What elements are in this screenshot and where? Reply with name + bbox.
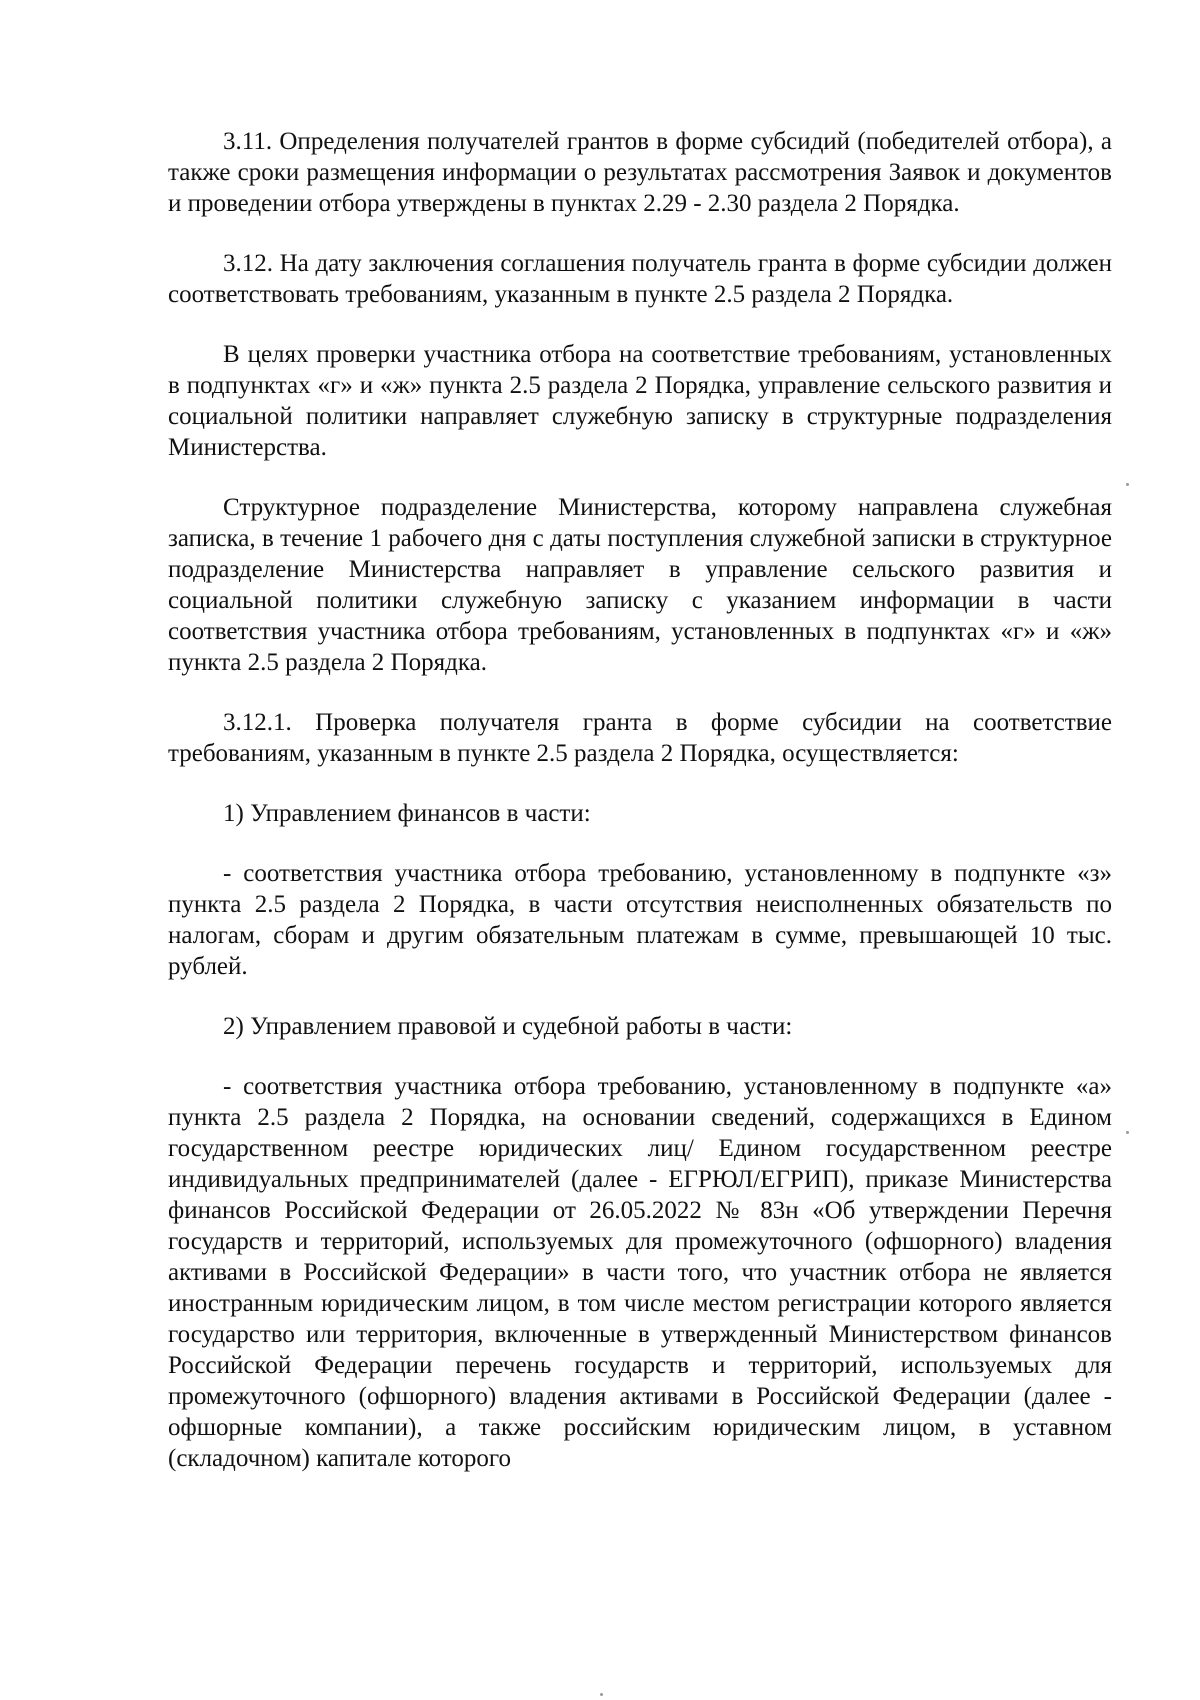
paragraph-3-11: 3.11. Определения получателей грантов в форме субсидий (победителей отбора), а также сроки размещения информации о результатах рассмотрения Заявок и документов и проведении отбора утверждены в пунктах 2.29 - 2.30 раздела 2 Порядка. [168,128,1112,217]
list-item-finance-department: 1) Управлением финансов в части: [223,800,591,827]
scan-speck [600,1693,603,1696]
paragraph-verification-purpose: В целях проверки участника отбора на соответствие требованиям, установленных в подпунктах «г» и «ж» пункта 2.5 раздела 2 Порядка, управление сельского развития и социальной политики направляет служебную записку в структурные подразделения Министерства. [168,341,1112,461]
paragraph-finance-requirement: - соответствия участника отбора требованию, установленному в подпункте «з» пункта 2.5 раздела 2 Порядка, в части отсутствия неисполненных обязательств по налогам, сборам и другим обязательным платежам в сумме, превышающей 10 тыс. рублей. [168,860,1112,980]
list-item-legal-department: 2) Управлением правовой и судебной работы в части: [223,1013,793,1040]
scan-speck [1126,1131,1129,1134]
paragraph-legal-requirement: - соответствия участника отбора требованию, установленному в подпункте «а» пункта 2.5 раздела 2 Порядка, на основании сведений, содержащихся в Едином государственном реестре юридических лиц/ Едином государственном реестре индивидуальных предпринимателей (далее - ЕГРЮЛ/ЕГРИП), приказе Министерства финансов Российской Федерации от 26.05.2022 № 83н «Об утверждении Перечня государств и территорий, используемых для промежуточного (офшорного) владения активами в Российской Федерации» в части того, что участник отбора не является иностранным юридическим лицом, в том числе местом регистрации которого является государство или территория, включенные в утвержденный Министерством финансов Российской Федерации перечень государств и территорий, используемых для промежуточного (офшорного) владения активами в Российской Федерации (далее - офшорные компании), а также российским юридическим лицом, в уставном (складочном) капитале которого [168,1073,1112,1472]
scan-speck [1126,483,1129,486]
paragraph-3-12: 3.12. На дату заключения соглашения получатель гранта в форме субсидии должен соответствовать требованиям, указанным в пункте 2.5 раздела 2 Порядка. [168,250,1112,308]
document-body [168,126,1112,1474]
paragraph-3-12-1: 3.12.1. Проверка получателя гранта в форме субсидии на соответствие требованиям, указанным в пункте 2.5 раздела 2 Порядка, осуществляется: [168,709,1112,767]
paragraph-structural-division: Структурное подразделение Министерства, которому направлена служебная записка, в течение 1 рабочего дня с даты поступления служебной записки в структурное подразделение Министерства направляет в управление сельского развития и социальной политики служебную записку с указанием информации в части соответствия участника отбора требованиям, установленных в подпунктах «г» и «ж» пункта 2.5 раздела 2 Порядка. [168,494,1112,676]
